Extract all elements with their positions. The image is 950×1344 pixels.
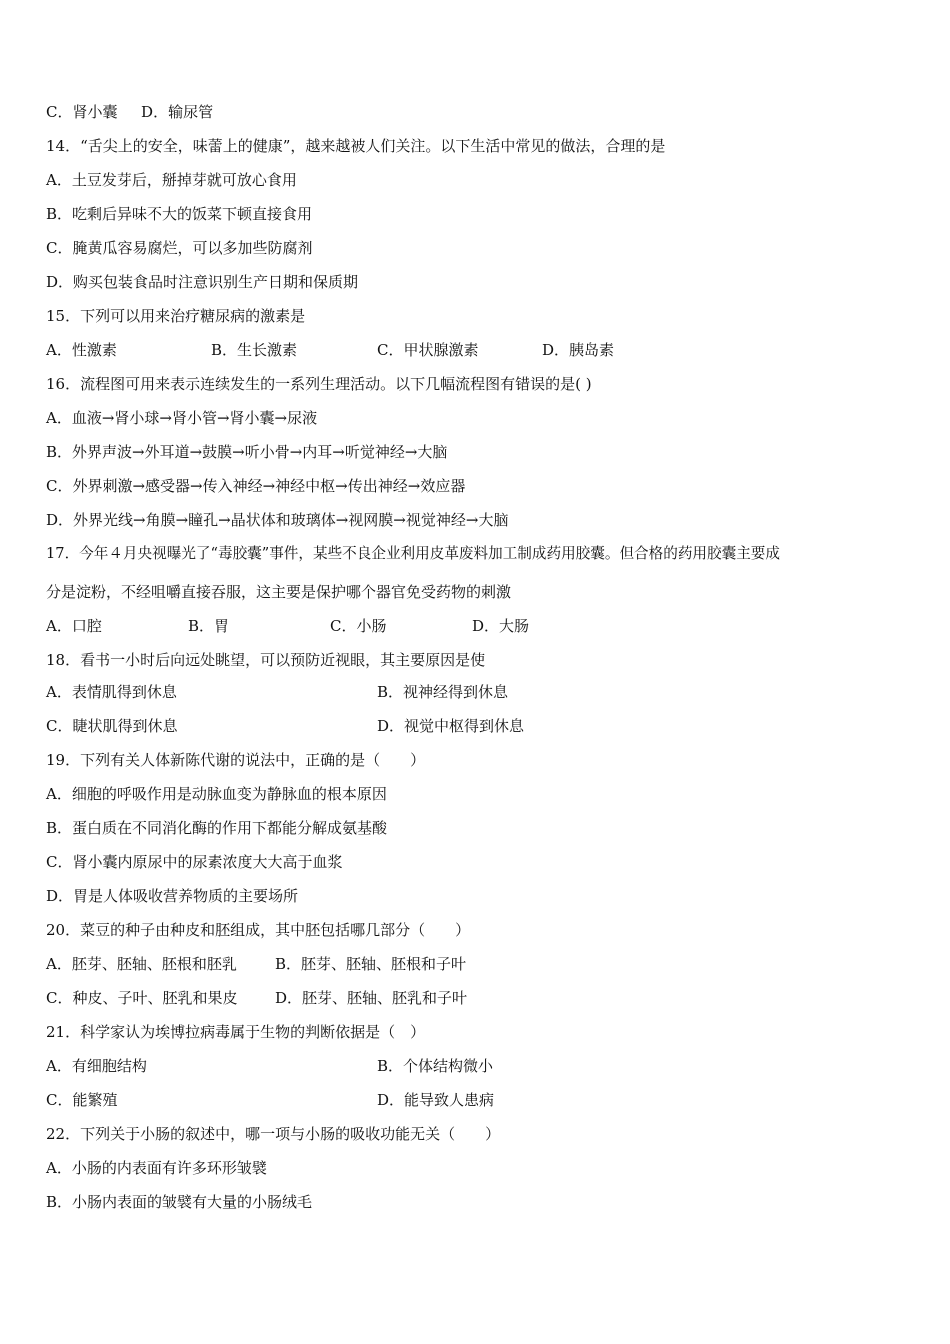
q19-stem: 19．下列有关人体新陈代谢的说法中，正确的是（ ） — [46, 751, 426, 769]
q13-option-c: C．肾小囊 — [46, 103, 118, 121]
q15-option-c: C．甲状腺激素 — [377, 341, 479, 359]
q22-option-b: B．小肠内表面的皱襞有大量的小肠绒毛 — [46, 1193, 313, 1211]
q18-option-b: B．视神经得到休息 — [377, 683, 509, 701]
q16-option-a: A．血液→肾小球→肾小管→肾小囊→尿液 — [46, 409, 318, 427]
q19-option-d: D．胃是人体吸收营养物质的主要场所 — [46, 887, 299, 905]
q17-stem-line2: 分是淀粉，不经咀嚼直接吞服，这主要是保护哪个器官免受药物的刺激 — [46, 583, 512, 601]
q16-option-d: D．外界光线→角膜→瞳孔→晶状体和玻璃体→视网膜→视觉神经→大脑 — [46, 511, 509, 529]
q18-stem: 18．看书一小时后向远处眺望，可以预防近视眼，其主要原因是使 — [46, 651, 486, 669]
q20-option-c: C．种皮、子叶、胚乳和果皮 — [46, 989, 238, 1007]
q18-option-a: A．表情肌得到休息 — [46, 683, 177, 701]
q16-stem: 16．流程图可用来表示连续发生的一系列生理活动。以下几幅流程图有错误的是( ) — [46, 375, 592, 393]
q21-option-a: A．有细胞结构 — [46, 1057, 147, 1075]
q14-stem: 14．“舌尖上的安全，味蕾上的健康”，越来越被人们关注。以下生活中常见的做法，合理的是 — [46, 137, 666, 155]
q19-option-a: A．细胞的呼吸作用是动脉血变为静脉血的根本原因 — [46, 785, 387, 803]
q21-option-c: C．能繁殖 — [46, 1091, 118, 1109]
q14-option-b: B．吃剩后异味不大的饭菜下顿直接食用 — [46, 205, 313, 223]
q13-options-tail — [46, 102, 213, 122]
q16-option-b: B．外界声波→外耳道→鼓膜→听小骨→内耳→听觉神经→大脑 — [46, 443, 448, 461]
q20-option-a: A．胚芽、胚轴、胚根和胚乳 — [46, 955, 237, 973]
q14-option-d: D．购买包装食品时注意识别生产日期和保质期 — [46, 273, 359, 291]
q13-option-d: D．输尿管 — [141, 103, 214, 121]
q15-option-d: D．胰岛素 — [542, 341, 615, 359]
q21-stem: 21．科学家认为埃博拉病毒属于生物的判断依据是（ ） — [46, 1023, 426, 1041]
q17-option-d: D．大肠 — [472, 617, 530, 635]
q15-option-b: B．生长激素 — [211, 341, 298, 359]
q17-stem-line1: 17．今年４月央视曝光了“毒胶囊”事件，某些不良企业利用皮革废料加工制成药用胶囊。但合格的药用胶囊主要成 — [46, 545, 780, 562]
q22-stem: 22．下列关于小肠的叙述中，哪一项与小肠的吸收功能无关（ ） — [46, 1125, 501, 1143]
q20-stem: 20．菜豆的种子由种皮和胚组成，其中胚包括哪几部分（ ） — [46, 921, 471, 939]
q19-option-b: B．蛋白质在不同消化酶的作用下都能分解成氨基酸 — [46, 819, 388, 837]
q19-option-c: C．肾小囊内原尿中的尿素浓度大大高于血浆 — [46, 853, 343, 871]
q20-option-b: B．胚芽、胚轴、胚根和子叶 — [275, 955, 467, 973]
q14-option-a: A．土豆发芽后，掰掉芽就可放心食用 — [46, 171, 297, 189]
q18-option-d: D．视觉中枢得到休息 — [377, 717, 525, 735]
q14-option-c: C．腌黄瓜容易腐烂，可以多加些防腐剂 — [46, 239, 313, 257]
q20-option-d: D．胚芽、胚轴、胚乳和子叶 — [275, 989, 468, 1007]
q21-option-b: B．个体结构微小 — [377, 1057, 494, 1075]
q18-option-c: C．睫状肌得到休息 — [46, 717, 178, 735]
q16-option-c: C．外界刺激→感受器→传入神经→神经中枢→传出神经→效应器 — [46, 477, 466, 495]
q17-option-a: A．口腔 — [46, 617, 102, 635]
q15-stem: 15．下列可以用来治疗糖尿病的激素是 — [46, 307, 306, 325]
q17-option-b: B．胃 — [188, 617, 230, 635]
q15-option-a: A．性激素 — [46, 341, 117, 359]
q17-option-c: C．小肠 — [330, 617, 387, 635]
q21-option-d: D．能导致人患病 — [377, 1091, 495, 1109]
q22-option-a: A．小肠的内表面有许多环形皱襞 — [46, 1159, 267, 1177]
